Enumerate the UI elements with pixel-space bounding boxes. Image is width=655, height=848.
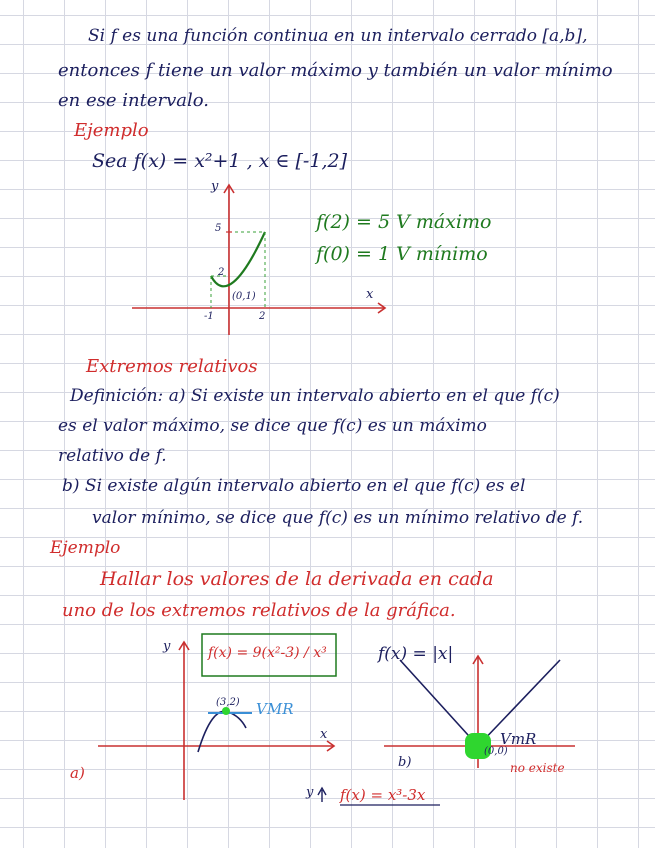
- def-a-line-1: Definición: a) Si existe un intervalo abierto en el que f(c): [70, 386, 560, 406]
- def-a-line-3: relativo de f.: [58, 446, 167, 466]
- example1-statement: Sea f(x) = x²+1 , x ∈ [-1,2]: [92, 150, 347, 172]
- theorem-line-0: Si f es una función continua en un intervalo cerrado [a,b],: [88, 26, 588, 46]
- graph-a-vmr-label: VMR: [256, 700, 294, 718]
- example1-max: f(2) = 5 V máximo: [316, 211, 492, 233]
- example1-heading: Ejemplo: [74, 120, 149, 141]
- graph-b-point-label: (0,0): [484, 746, 508, 757]
- graph-b-function: f(x) = |x|: [378, 644, 454, 664]
- graph-a-function: f(x) = 9(x²-3) / x³: [208, 645, 327, 661]
- example1-y-label: y: [211, 179, 219, 194]
- graph-a-y-label: y: [163, 639, 171, 654]
- graph-c-function: f(x) = x³-3x: [340, 786, 426, 804]
- graph-a-x-label: x: [320, 727, 328, 742]
- theorem-line-1: entonces f tiene un valor máximo y también un valor mínimo: [58, 60, 613, 81]
- example1-tick-neg1: -1: [204, 311, 214, 322]
- graph-b-note: no existe: [510, 761, 565, 775]
- graph-b-left-branch: [400, 660, 478, 746]
- theorem-line-2: en ese intervalo.: [58, 90, 209, 111]
- graph-a-point-label: (3,2): [216, 697, 240, 708]
- example1-tick-2y: 2: [218, 267, 225, 278]
- example2-task-2: uno de los extremos relativos de la gráfica.: [62, 600, 456, 621]
- example1-point-label: (0,1): [232, 291, 256, 302]
- example1-x-label: x: [366, 287, 374, 302]
- example2-task-1: Hallar los valores de la derivada en cada: [100, 568, 494, 590]
- def-b-line-2: valor mínimo, se dice que f(c) es un mínimo relativo de f.: [92, 508, 584, 528]
- example1-tick-5: 5: [215, 223, 222, 234]
- graph-a-max-point: [222, 707, 230, 715]
- example1-min: f(0) = 1 V mínimo: [316, 243, 488, 265]
- graph-b: [384, 656, 575, 768]
- def-b-line-1: b) Si existe algún intervalo abierto en el que f(c) es el: [62, 476, 526, 496]
- graph-a: [98, 639, 334, 800]
- parabola-curve: [211, 232, 265, 286]
- graph-b-vmr-label: VmR: [500, 730, 537, 748]
- graph-b-label: b): [398, 755, 412, 770]
- def-a-line-2: es el valor máximo, se dice que f(c) es un máximo: [58, 416, 487, 436]
- relative-heading: Extremos relativos: [86, 356, 258, 377]
- example1-tick-2: 2: [259, 311, 266, 322]
- graph-a-label: a): [70, 764, 85, 782]
- graph-c-y-label: y: [306, 785, 314, 800]
- example2-heading: Ejemplo: [50, 538, 121, 558]
